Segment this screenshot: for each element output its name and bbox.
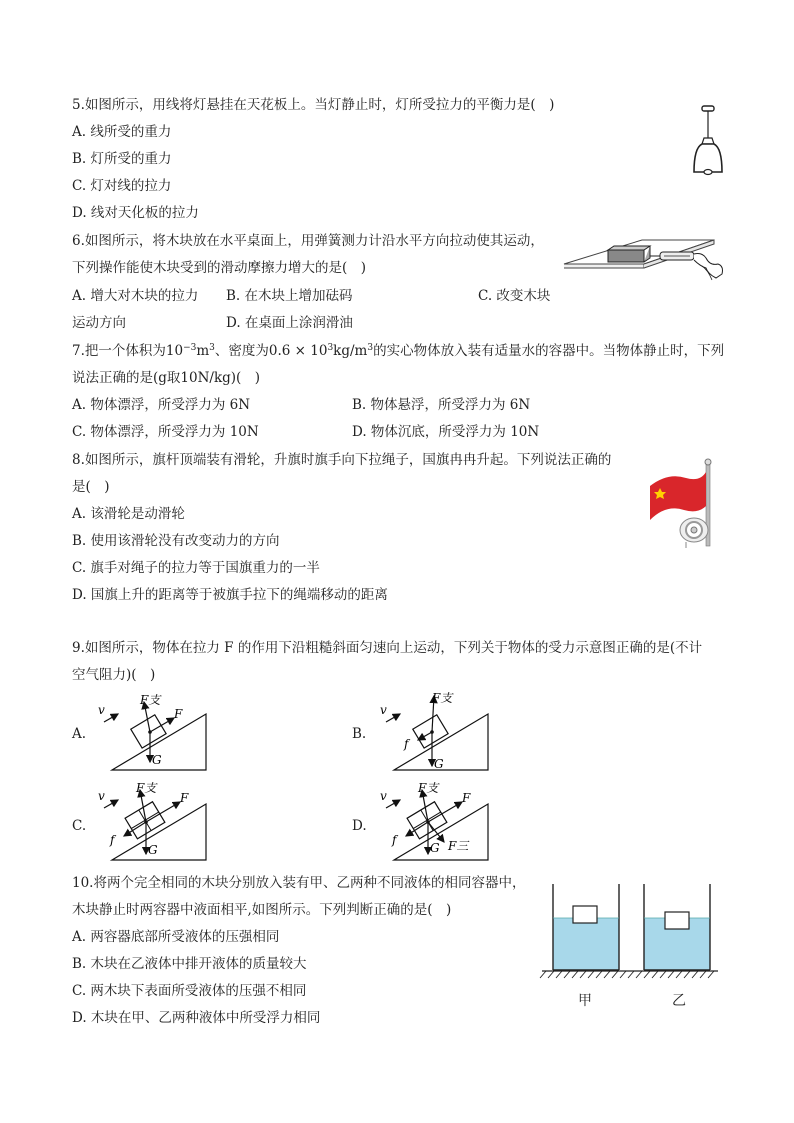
q8-option-a: A. 该滑轮是动滑轮 xyxy=(72,506,185,522)
force-diagram-c xyxy=(90,781,210,864)
q7-stem-part: m xyxy=(196,343,210,359)
q7-exponent: 3 xyxy=(327,343,334,353)
label-g: G xyxy=(434,757,444,771)
force-diagram-b xyxy=(372,691,492,774)
q7-stem-line2: 说法正确的是(g取10N/kg)( ) xyxy=(72,370,261,386)
label-g: G xyxy=(148,843,158,857)
label-friction: f xyxy=(404,737,409,751)
q9-label-d: D. xyxy=(352,818,367,834)
q10-option-a: A. 两容器底部所受液体的压强相同 xyxy=(72,929,280,945)
q6-option-c: C. 改变木块 xyxy=(478,288,551,304)
label-v: v xyxy=(380,789,387,803)
q8-stem-line2: 是( ) xyxy=(72,479,110,495)
label-g: G xyxy=(152,753,162,767)
block-spring-scale-figure xyxy=(564,236,724,292)
label-v: v xyxy=(380,703,387,717)
q7-exponent: 3 xyxy=(367,343,374,353)
label-f-support: F支 xyxy=(140,693,161,707)
q7-stem-line1 xyxy=(72,342,724,360)
q6-option-d: D. 在桌面上涂润滑油 xyxy=(226,315,353,331)
label-f-support: F支 xyxy=(136,781,157,795)
q10-option-c: C. 两木块下表面所受液体的压强不相同 xyxy=(72,983,307,999)
flag-pulley-figure xyxy=(646,458,724,548)
q6-option-c-cont: 运动方向 xyxy=(72,315,126,331)
label-friction: f xyxy=(392,833,397,847)
label-f-third: F三 xyxy=(448,839,469,853)
label-v: v xyxy=(98,703,105,717)
q5-option-b: B. 灯所受的重力 xyxy=(72,151,172,167)
q9-label-c: C. xyxy=(72,818,87,834)
q7-exponent: −3 xyxy=(183,343,197,353)
q6-option-b: B. 在木块上增加砝码 xyxy=(226,288,353,304)
q7-stem-part: 的实心物体放入装有适量水的容器中。当物体静止时，下列 xyxy=(373,343,725,359)
label-f: F xyxy=(180,791,189,805)
container-label-yi: 乙 xyxy=(672,993,686,1009)
q9-label-a: A. xyxy=(72,726,87,742)
label-friction: f xyxy=(110,833,115,847)
label-f-support: F支 xyxy=(418,781,439,795)
q6-option-a: A. 增大对木块的拉力 xyxy=(72,288,199,304)
q7-stem-part: 7.把一个体积为10 xyxy=(72,343,184,359)
q8-stem-line1: 8.如图所示，旗杆顶端装有滑轮，升旗时旗手向下拉绳子，国旗冉冉升起。下列说法正确的 xyxy=(72,452,612,468)
force-diagram-a xyxy=(90,694,210,774)
q5-option-a: A. 线所受的重力 xyxy=(72,124,172,140)
label-f: F xyxy=(174,707,183,721)
label-v: v xyxy=(98,789,105,803)
q6-stem-line1: 6.如图所示，将木块放在水平桌面上，用弹簧测力计沿水平方向拉动使其运动， xyxy=(72,233,544,249)
q5-stem: 5.如图所示，用线将灯悬挂在天花板上。当灯静止时，灯所受拉力的平衡力是( ) xyxy=(72,97,555,113)
q5-option-c: C. 灯对线的拉力 xyxy=(72,178,172,194)
q10-option-b: B. 木块在乙液体中排开液体的质量较大 xyxy=(72,956,307,972)
q7-option-c: C. 物体漂浮，所受浮力为 10N xyxy=(72,424,259,440)
q9-stem-line1: 9.如图所示，物体在拉力 F 的作用下沿粗糙斜面匀速向上运动，下列关于物体的受力示意图正确的是(不计 xyxy=(72,640,703,656)
container-label-jia: 甲 xyxy=(578,993,592,1009)
q7-option-b: B. 物体悬浮，所受浮力为 6N xyxy=(352,397,531,413)
q9-label-b: B. xyxy=(352,726,367,742)
q7-stem-part: kg/m xyxy=(333,343,368,359)
label-f: F xyxy=(462,791,471,805)
q7-stem-part: 、密度为0.6 × 10 xyxy=(214,343,328,359)
q10-stem-line1: 10.将两个完全相同的木块分别放入装有甲、乙两种不同液体的相同容器中， xyxy=(72,875,526,891)
force-diagram-d xyxy=(372,781,492,864)
q7-exponent: 3 xyxy=(209,343,215,353)
q9-stem-line2: 空气阻力)( ) xyxy=(72,667,156,683)
two-containers-figure xyxy=(540,880,722,980)
q7-option-d: D. 物体沉底，所受浮力为 10N xyxy=(352,424,540,440)
q5-option-d: D. 线对天化板的拉力 xyxy=(72,205,199,221)
q8-option-b: B. 使用该滑轮没有改变动力的方向 xyxy=(72,533,280,549)
q10-option-d: D. 木块在甲、乙两种液体中所受浮力相同 xyxy=(72,1010,321,1026)
q7-option-a: A. 物体漂浮，所受浮力为 6N xyxy=(72,397,251,413)
q6-stem-line2: 下列操作能使木块受到的滑动摩擦力增大的是( ) xyxy=(72,260,367,276)
q8-option-d: D. 国旗上升的距离等于被旗手拉下的绳端移动的距离 xyxy=(72,587,388,603)
hanging-lamp-figure xyxy=(688,104,728,176)
label-g: G xyxy=(430,841,440,855)
q10-stem-line2: 木块静止时两容器中液面相平,如图所示。下列判断正确的是( ) xyxy=(72,902,452,918)
label-f-support: F支 xyxy=(432,691,453,705)
q8-option-c: C. 旗手对绳子的拉力等于国旗重力的一半 xyxy=(72,560,320,576)
